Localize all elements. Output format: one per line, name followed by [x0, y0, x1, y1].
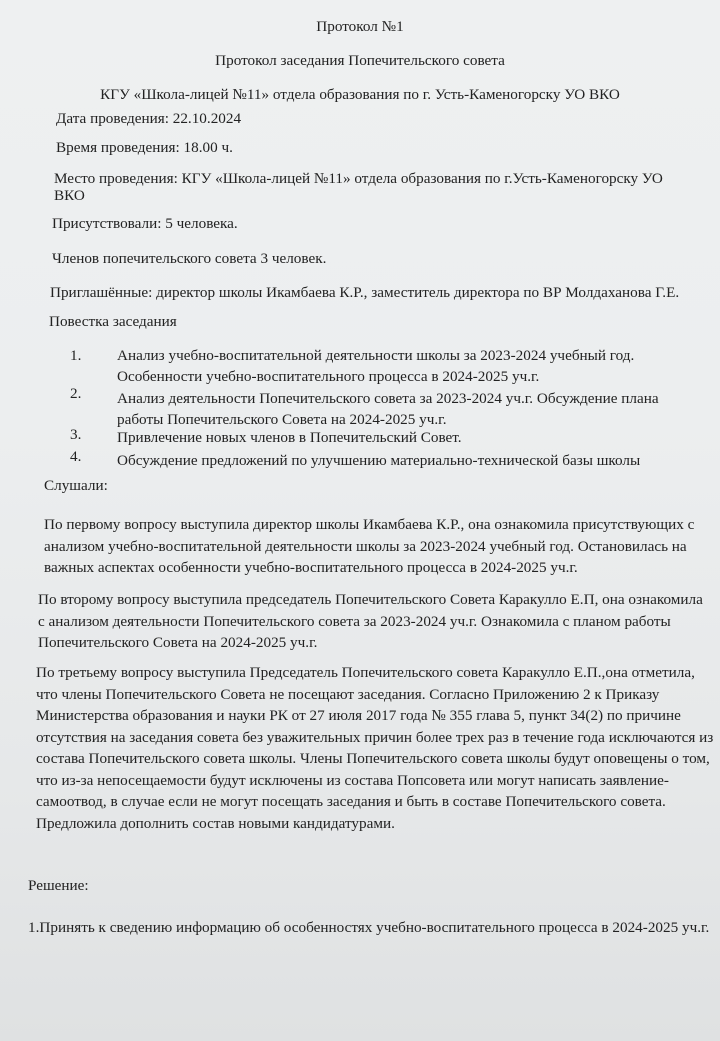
decision-heading: Решение:	[28, 877, 89, 894]
heard-paragraph: По третьему вопросу выступила Председатель Попечительского совета Каракулло Е.П.,она отметила, что члены Попечительского Совета не посещают заседания. Согласно Приложению 2 к Приказу Министерства образования и науки РК от 27 июля 2017 года № 355 глава 5, пункт 34(2) по причине отсутствия на заседания совета без уважительных причин более трех раз в течение года исключаются из состава Попечительского совета школы. Члены Попечительского совета школы будут оповещены о том, что из-за непосещаемости будут исключены из состава Попсовета или могут написать заявление-самоотвод, в случае если не могут посещать заседания и быть в составе Попечительского совета. Предложила дополнить состав новыми кандидатурами.	[36, 664, 714, 832]
protocol-title: Протокол заседания Попечительского совета	[215, 52, 505, 69]
agenda-item-text: Анализ учебно-воспитательной деятельности школы за 2023-2024 учебный год. Особенности учебно-воспитательного процесса в 2024-2025 уч.г.	[117, 347, 635, 385]
agenda-item-text: Анализ деятельности Попечительского совета за 2023-2024 уч.г. Обсуждение плана работы Попечительского Совета на 2024-2025 уч.г.	[117, 390, 659, 428]
agenda-heading: Повестка заседания	[49, 313, 177, 330]
meeting-date: Дата проведения: 22.10.2024	[56, 110, 242, 127]
meeting-place: Место проведения: КГУ «Школа-лицей №11» отдела образования по г.Усть-Каменогорску УО ВКО	[54, 170, 663, 204]
agenda-item-number: 3.	[70, 426, 82, 443]
agenda-item-text: Привлечение новых членов в Попечительский Совет.	[117, 429, 462, 446]
protocol-number: Протокол №1	[316, 18, 404, 35]
agenda-item-number: 4.	[70, 448, 82, 465]
agenda-item-number: 1.	[70, 347, 82, 364]
invited-persons: Приглашённые: директор школы Икамбаева К.Р., заместитель директора по ВР Молдаханова Г.Е.	[50, 284, 680, 301]
meeting-time: Время проведения: 18.00 ч.	[56, 139, 233, 156]
heard-heading: Слушали:	[44, 477, 108, 494]
heard-paragraph: По первому вопросу выступила директор школы Икамбаева К.Р., она ознакомила присутствующих с анализом учебно-воспитательной деятельности школы за 2023-2024 учебный год. Остановилась на важных аспектах особенности учебно-воспитательного процесса в 2024-2025 уч.г.	[44, 516, 695, 576]
agenda-item-text: Обсуждение предложений по улучшению материально-технической базы школы	[117, 452, 641, 469]
agenda-item-number: 2.	[70, 385, 82, 402]
heard-paragraph: По второму вопросу выступила председатель Попечительского Совета Каракулло Е.П, она ознакомила с анализом деятельности Попечительского совета за 2023-2024 уч.г. Ознакомила с планом работы Попечительского Совета на 2024-2025 уч.г.	[38, 591, 703, 651]
decision-item: 1.Принять к сведению информацию об особенностях учебно-воспитательного процесса в 2024-2025 уч.г.	[28, 919, 710, 936]
present-count: Присутствовали: 5 человека.	[52, 215, 238, 232]
organization-name: КГУ «Школа-лицей №11» отдела образования по г. Усть-Каменогорску УО ВКО	[100, 86, 620, 103]
members-count: Членов попечительского совета 3 человек.	[52, 250, 327, 267]
